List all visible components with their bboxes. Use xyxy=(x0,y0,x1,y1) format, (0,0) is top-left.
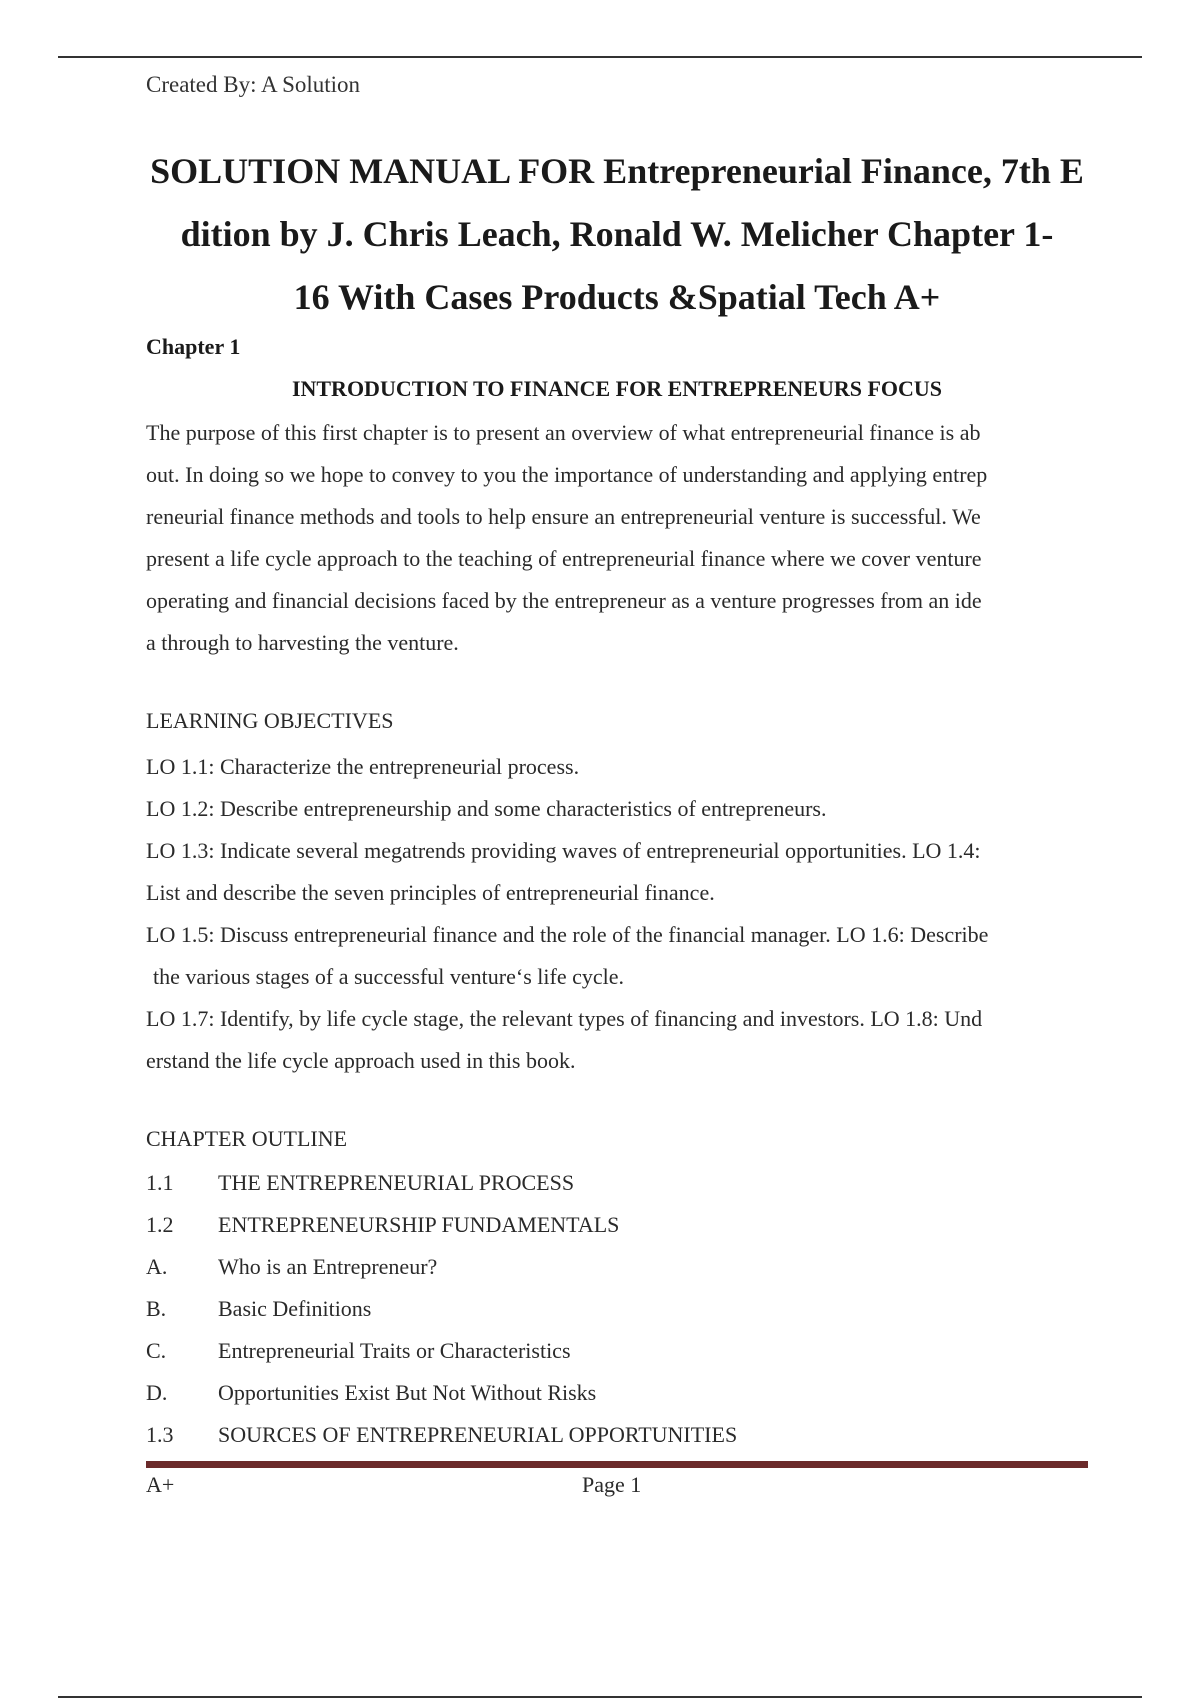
outline-number: A. xyxy=(146,1254,168,1279)
title-line: SOLUTION MANUAL FOR Entrepreneurial Finance, 7th E xyxy=(150,151,1084,191)
outline-text: SOURCES OF ENTREPRENEURIAL OPPORTUNITIES xyxy=(218,1422,738,1447)
outline-text: Opportunities Exist But Not Without Risks xyxy=(218,1380,597,1405)
objective-line: List and describe the seven principles of entrepreneurial finance. xyxy=(146,880,715,905)
intro-paragraph xyxy=(146,412,1088,664)
paragraph-line: The purpose of this first chapter is to present an overview of what entrepreneurial finance is ab xyxy=(146,420,981,445)
outline-text: ENTREPRENEURSHIP FUNDAMENTALS xyxy=(218,1212,620,1237)
outline-item xyxy=(146,1330,1088,1372)
document-title xyxy=(146,140,1088,329)
outline-item xyxy=(146,1162,1088,1204)
title-line: dition by J. Chris Leach, Ronald W. Melicher Chapter 1- xyxy=(180,214,1054,254)
outline-text: Basic Definitions xyxy=(218,1296,372,1321)
chapter-label: Chapter 1 xyxy=(146,334,241,359)
paragraph-line: operating and financial decisions faced by the entrepreneur as a venture progresses from an ide xyxy=(146,588,982,613)
paragraph-line: a through to harvesting the venture. xyxy=(146,630,459,655)
outline-item xyxy=(146,1204,1088,1246)
outline-number: 1.2 xyxy=(146,1212,174,1237)
outline-number: C. xyxy=(146,1338,167,1363)
paragraph-line: out. In doing so we hope to convey to you the importance of understanding and applying entrep xyxy=(146,462,988,487)
top-divider xyxy=(58,56,1142,58)
outline-item xyxy=(146,1288,1088,1330)
objective-line: LO 1.2: Describe entrepreneurship and some characteristics of entrepreneurs. xyxy=(146,796,827,821)
objective-line: LO 1.1: Characterize the entrepreneurial process. xyxy=(146,754,580,779)
objective-line: the various stages of a successful venture‘s life cycle. xyxy=(153,964,624,989)
chapter-outline-list xyxy=(146,1162,1088,1456)
outline-item xyxy=(146,1414,1088,1456)
chapter-outline-heading: CHAPTER OUTLINE xyxy=(146,1126,348,1151)
objective-line: erstand the life cycle approach used in this book. xyxy=(146,1048,576,1073)
footer-divider xyxy=(146,1461,1088,1468)
outline-number: D. xyxy=(146,1380,168,1405)
paragraph-line: present a life cycle approach to the teaching of entrepreneurial finance where we cover venture xyxy=(146,546,982,571)
title-line: 16 With Cases Products &Spatial Tech A+ xyxy=(293,277,941,317)
page-number: Page 1 xyxy=(582,1472,642,1497)
outline-item xyxy=(146,1246,1088,1288)
bottom-divider xyxy=(58,1696,1142,1698)
learning-objectives-heading: LEARNING OBJECTIVES xyxy=(146,708,394,733)
paragraph-line: reneurial finance methods and tools to help ensure an entrepreneurial venture is successful. We xyxy=(146,504,981,529)
outline-number: B. xyxy=(146,1296,167,1321)
outline-text: Who is an Entrepreneur? xyxy=(218,1254,438,1279)
outline-text: Entrepreneurial Traits or Characteristics xyxy=(218,1338,571,1363)
objective-line: LO 1.3: Indicate several megatrends providing waves of entrepreneurial opportunities. LO 1.4: xyxy=(146,838,981,863)
objective-line: LO 1.7: Identify, by life cycle stage, the relevant types of financing and investors. LO 1.8: Und xyxy=(146,1006,983,1031)
outline-number: 1.3 xyxy=(146,1422,174,1447)
created-by-header: Created By: A Solution xyxy=(146,72,361,97)
outline-text: THE ENTREPRENEURIAL PROCESS xyxy=(218,1170,575,1195)
learning-objectives-list xyxy=(146,746,1088,1082)
outline-item xyxy=(146,1372,1088,1414)
chapter-heading: INTRODUCTION TO FINANCE FOR ENTREPRENEURS FOCUS xyxy=(291,376,943,401)
objective-line: LO 1.5: Discuss entrepreneurial finance and the role of the financial manager. LO 1.6: Describe xyxy=(146,922,989,947)
outline-number: 1.1 xyxy=(146,1170,174,1195)
footer-grade: A+ xyxy=(146,1472,175,1497)
